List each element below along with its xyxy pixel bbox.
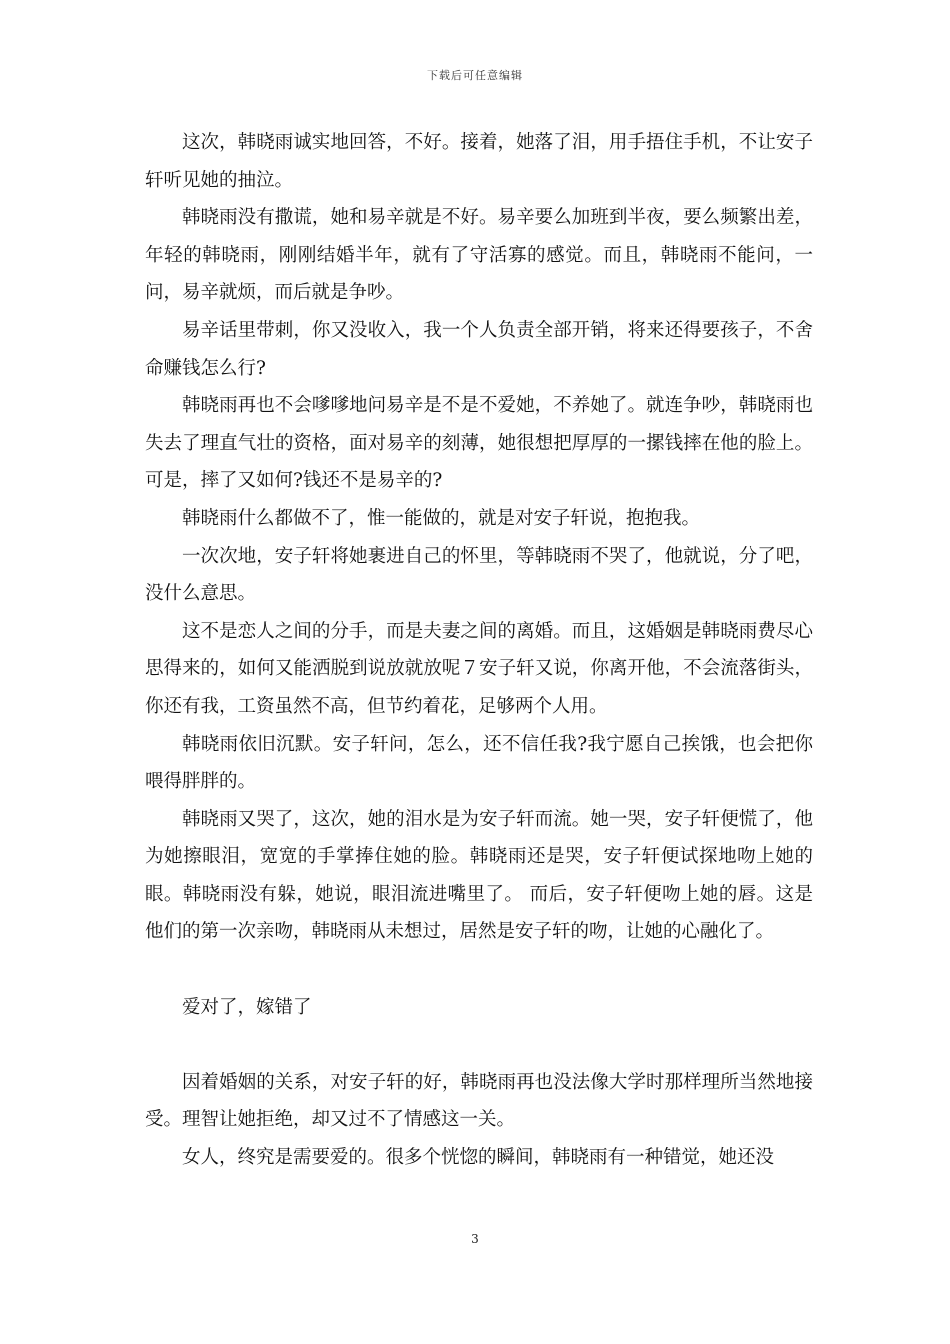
paragraph: 一次次地，安子轩将她裹进自己的怀里，等韩晓雨不哭了，他就说，分了吧，没什么意思。 bbox=[145, 545, 813, 605]
paragraph: 韩晓雨依旧沉默。安子轩问，怎么，还不信任我?我宁愿自己挨饿，也会把你喂得胖胖的。 bbox=[145, 733, 813, 793]
paragraph: 易辛话里带刺，你又没收入，我一个人负责全部开销，将来还得要孩子，不舍命赚钱怎么行? bbox=[145, 319, 813, 379]
page-number: 3 bbox=[471, 1232, 479, 1246]
section-title: 爱对了，嫁错了 bbox=[182, 996, 312, 1018]
document-body bbox=[145, 124, 813, 1177]
paragraph: 韩晓雨什么都做不了，惟一能做的，就是对安子轩说，抱抱我。 bbox=[182, 507, 701, 529]
paragraph: 韩晓雨没有撒谎，她和易辛就是不好。易辛要么加班到半夜，要么频繁出差，年轻的韩晓雨，刚刚结婚半年，就有了守活寡的感觉。而且，韩晓雨不能问，一问，易辛就烦，而后就是争吵。 bbox=[145, 207, 813, 304]
paragraph: 这不是恋人之间的分手，而是夫妻之间的离婚。而且，这婚姻是韩晓雨费尽心思得来的，如何又能洒脱到说放就放呢７安子轩又说，你离开他，不会流落街头，你还有我，工资虽然不高，但节约着花，足够两个人用。 bbox=[145, 620, 813, 717]
blank-line bbox=[145, 951, 813, 989]
paragraph: 韩晓雨再也不会嗲嗲地问易辛是不是不爱她，不养她了。就连争吵，韩晓雨也失去了理直气壮的资格，面对易辛的刻薄，她很想把厚厚的一摞钱摔在他的脸上。可是，摔了又如何?钱还不是易辛的? bbox=[145, 395, 813, 492]
page-header: 下载后可任意编辑 bbox=[427, 69, 523, 82]
paragraph: 这次，韩晓雨诚实地回答，不好。接着，她落了泪，用手捂住手机，不让安子轩听见她的抽泣。 bbox=[145, 132, 813, 191]
paragraph: 韩晓雨又哭了，这次，她的泪水是为安子轩而流。她一哭，安子轩便慌了，他为她擦眼泪，宽宽的手掌捧住她的脸。韩晓雨还是哭，安子轩便试探地吻上她的眼。韩晓雨没有躲，她说，眼泪流进嘴里了。 而后，安子轩便吻上她的唇。这是他们的第一次亲吻，韩晓雨从未想过，居然是安子轩的吻，让她的心融化了。 bbox=[145, 808, 813, 943]
blank-line bbox=[145, 1026, 813, 1064]
paragraph: 因着婚姻的关系，对安子轩的好，韩晓雨再也没法像大学时那样理所当然地接受。理智让她拒绝，却又过不了情感这一关。 bbox=[145, 1071, 813, 1131]
paragraph: 女人，终究是需要爱的。很多个恍惚的瞬间，韩晓雨有一种错觉，她还没 bbox=[182, 1147, 775, 1169]
